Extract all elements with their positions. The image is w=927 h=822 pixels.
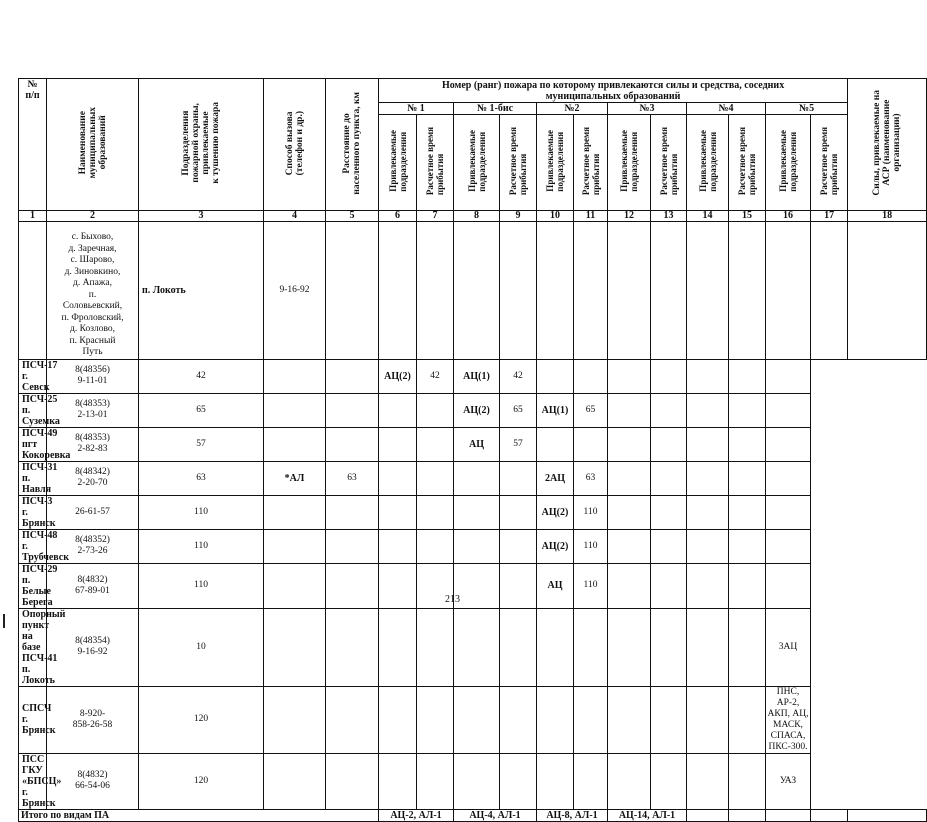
row-number-cell [19,222,47,360]
time-cell-17 [729,427,766,461]
units-cell-16 [687,427,729,461]
sub-units: Привлекаемые подразделения [379,115,417,211]
time-cell-9 [417,393,454,427]
time-cell-15 [651,427,687,461]
time-cell-9 [417,427,454,461]
units-cell-8 [379,393,417,427]
time-cell-11 [500,686,537,753]
units-cell-16 [687,686,729,753]
call-method: 8(48342) 2-20-70 [47,461,139,495]
time-cell-11: 57 [500,427,537,461]
time-cell-13 [574,608,608,686]
time-cell-11: 65 [500,393,537,427]
sub-time: Расчетное время прибытия [729,115,766,211]
unit-name: п. Локоть [139,222,264,360]
units-cell-14 [608,495,651,529]
time-cell-11 [500,495,537,529]
units-cell-14 [608,753,651,809]
total-label: Итого по видам ПА [19,809,379,821]
total-rank-1: АЦ-2, АЛ-1 [379,809,454,821]
time-cell-11 [500,753,537,809]
table-row [19,529,927,563]
sub-time: Расчетное время прибытия [651,115,687,211]
asr-forces-cell [766,461,811,495]
units-cell-16 [687,461,729,495]
units-cell-6: *АЛ [264,461,326,495]
sub-units: Привлекаемые подразделения [608,115,651,211]
call-method: 8(48356) 9-11-01 [47,359,139,393]
units-cell-8 [379,753,417,809]
header-call-method: Способ вызова (телефон и др.) [264,79,326,211]
rank-4: №4 [687,103,766,115]
distance: 120 [139,753,264,809]
distance: 110 [139,563,264,608]
units-cell-12: 2АЦ [537,461,574,495]
units-cell-8 [379,529,417,563]
units-cell-12: АЦ(2) [537,495,574,529]
time-cell-13 [574,686,608,753]
table-row [19,222,927,360]
distance: 10 [139,608,264,686]
units-cell-14 [608,686,651,753]
col-num: 7 [417,211,454,222]
time-cell-11: 42 [500,359,537,393]
units-cell-10 [454,529,500,563]
page-number: 213 [445,594,460,605]
asr-forces-cell [766,495,811,529]
time-cell-9: 42 [417,359,454,393]
rank-1-bis: № 1-бис [454,103,537,115]
time-cell-7 [326,427,379,461]
units-cell-6 [264,686,326,753]
time-cell-7: 63 [326,461,379,495]
col-num: 13 [651,211,687,222]
sub-time: Расчетное время прибытия [811,115,848,211]
asr-forces-cell: 3АЦ [766,608,811,686]
time-cell-7 [326,753,379,809]
time-cell-13 [574,427,608,461]
units-cell-6 [264,359,326,393]
units-cell-10: АЦ [454,427,500,461]
units-cell-6 [264,608,326,686]
table-row [19,686,927,753]
time-cell-17 [729,608,766,686]
units-cell-16 [687,495,729,529]
call-method: 8(48353) 2-13-01 [47,393,139,427]
table-row [19,608,927,686]
scan-edge-mark [3,614,5,628]
total-rank-1-bis: АЦ-4, АЛ-1 [454,809,537,821]
units-cell-10: АЦ(2) [454,393,500,427]
time-cell-13: 110 [574,495,608,529]
units-cell-12 [537,686,574,753]
units-cell-12 [537,359,574,393]
rank-2: №2 [537,103,608,115]
time-cell-9 [417,608,454,686]
time-cell-15 [651,359,687,393]
sub-units: Привлекаемые подразделения [537,115,574,211]
time-cell-17 [729,686,766,753]
call-method: 8(4832) 67-89-01 [47,563,139,608]
asr-forces-cell: УАЗ [766,753,811,809]
col-num: 15 [729,211,766,222]
time-cell-13: 63 [574,461,608,495]
time-cell-15 [651,753,687,809]
units-cell-6 [264,529,326,563]
table-row [19,753,927,809]
time-cell-7 [326,495,379,529]
time-cell-15 [651,608,687,686]
total-rank-2: АЦ-8, АЛ-1 [537,809,608,821]
distance: 110 [139,495,264,529]
table-row [19,461,927,495]
units-cell-16 [687,359,729,393]
header-number: № п/п [19,79,47,211]
sub-time: Расчетное время прибытия [574,115,608,211]
column-number-row [19,211,927,222]
distance: 120 [139,686,264,753]
asr-forces-cell [766,529,811,563]
time-cell-11 [500,461,537,495]
asr-forces-cell [766,393,811,427]
header-municipalities: Наименование муниципальных образований [47,79,139,211]
time-cell-9 [417,686,454,753]
units-cell-10 [454,608,500,686]
units-cell-12 [537,753,574,809]
time-cell-9 [417,461,454,495]
time-cell-17 [729,359,766,393]
time-cell-15 [651,393,687,427]
unit-name: ПСЧ-25 п. Суземка [19,393,47,427]
time-cell-7 [326,359,379,393]
time-cell-9 [417,529,454,563]
call-method: 9-16-92 [264,222,326,360]
units-cell-14 [608,529,651,563]
units-cell-14 [608,393,651,427]
col-num: 11 [574,211,608,222]
units-cell-10 [454,461,500,495]
units-cell-14 [608,608,651,686]
time-cell-7 [326,686,379,753]
distance: 65 [139,393,264,427]
total-rank-3: АЦ-14, АЛ-1 [608,809,687,821]
time-cell-17 [729,529,766,563]
units-cell-6 [264,753,326,809]
unit-name: ПСЧ-3 г. Брянск [19,495,47,529]
time-cell-17 [729,461,766,495]
units-cell-16 [687,529,729,563]
units-cell-12: АЦ(2) [537,529,574,563]
col-num: 3 [139,211,264,222]
time-cell-7 [326,608,379,686]
col-num: 10 [537,211,574,222]
time-cell-17 [729,495,766,529]
unit-name: ПСЧ-31 п. Навля [19,461,47,495]
rank-1: № 1 [379,103,454,115]
unit-name: Опорный пункт на базе ПСЧ-41 п. Локоть [19,608,47,686]
call-method: 8(48353) 2-82-83 [47,427,139,461]
unit-name: ПСЧ-29 п. Белые Берега [19,563,47,608]
time-cell-15 [651,495,687,529]
rank-3: №3 [608,103,687,115]
units-cell-10 [454,686,500,753]
units-cell-6 [264,495,326,529]
distance: 63 [139,461,264,495]
sub-units: Привлекаемые подразделения [454,115,500,211]
table-row [19,495,927,529]
col-num: 16 [766,211,811,222]
total-row [19,809,927,821]
units-cell-12 [537,427,574,461]
table-row [19,427,927,461]
distance: 42 [139,359,264,393]
col-num: 9 [500,211,537,222]
time-cell-11 [500,608,537,686]
units-cell-8 [379,686,417,753]
col-num: 18 [848,211,927,222]
units-cell-8 [379,608,417,686]
time-cell-17 [729,753,766,809]
units-cell-8 [379,461,417,495]
col-num: 6 [379,211,417,222]
units-cell-12: АЦ(1) [537,393,574,427]
unit-name: СПСЧ г. Брянск [19,686,47,753]
distance: 57 [139,427,264,461]
unit-name: ПСС ГКУ «БПСЦ» г. Брянск [19,753,47,809]
sub-units: Привлекаемые подразделения [766,115,811,211]
unit-name: ПСЧ-49 пгт Кокоревка [19,427,47,461]
unit-name: ПСЧ-17 г. Севск [19,359,47,393]
call-method: 8(48354) 9-16-92 [47,608,139,686]
time-cell-9 [417,495,454,529]
time-cell-15 [651,461,687,495]
units-cell-14 [608,461,651,495]
col-num: 14 [687,211,729,222]
sub-time: Расчетное время прибытия [500,115,537,211]
time-cell-11 [500,529,537,563]
time-cell-7 [326,393,379,427]
asr-forces-cell [766,359,811,393]
time-cell-13 [574,359,608,393]
call-method: 8(48352) 2-73-26 [47,529,139,563]
time-cell-13: 65 [574,393,608,427]
col-num: 4 [264,211,326,222]
call-method: 26-61-57 [47,495,139,529]
call-method: 8-920- 858-26-58 [47,686,139,753]
table-row [19,359,927,393]
time-cell-13: 110 [574,563,608,608]
col-num: 8 [454,211,500,222]
time-cell-7 [326,529,379,563]
units-cell-8 [379,495,417,529]
col-num: 17 [811,211,848,222]
units-cell-16 [687,608,729,686]
header-fire-units: Подразделения пожарной охраны, привлекаемые к тушению пожара [139,79,264,211]
unit-name: ПСЧ-48 г. Трубчевск [19,529,47,563]
units-cell-6 [264,393,326,427]
distance: 110 [139,529,264,563]
units-cell-16 [687,753,729,809]
units-cell-12 [537,608,574,686]
col-num: 5 [326,211,379,222]
units-cell-10: АЦ(1) [454,359,500,393]
time-cell-13 [574,753,608,809]
time-cell-9 [417,753,454,809]
units-cell-12: АЦ [537,563,574,608]
sub-time: Расчетное время прибытия [417,115,454,211]
table-row [19,393,927,427]
units-cell-10 [454,753,500,809]
units-cell-14 [608,359,651,393]
time-cell-17 [729,393,766,427]
units-cell-14 [608,427,651,461]
col-num: 2 [47,211,139,222]
header-fire-rank-group: Номер (ранг) пожара по которому привлекаются силы и средства, соседних муниципальных образований [379,79,848,103]
time-cell-15 [651,529,687,563]
header-distance: Расстояние до населенного пункта, км [326,79,379,211]
units-cell-8 [379,427,417,461]
col-num: 1 [19,211,47,222]
units-cell-10 [454,495,500,529]
sub-units: Привлекаемые подразделения [687,115,729,211]
time-cell-13: 110 [574,529,608,563]
fire-resources-table [18,78,927,822]
units-cell-6 [264,427,326,461]
units-cell-8: АЦ(2) [379,359,417,393]
asr-forces-cell [766,427,811,461]
header-asr-forces: Силы, привлекаемые на АСР (наименование организации) [848,79,927,211]
municipal-areas: с. Быхово, д. Заречная, с. Шарово, д. Зиновкино, д. Апажа, п. Соловьевский, п. Фроловский, д. Козлово, п. Красный Путь [47,222,139,360]
units-cell-16 [687,393,729,427]
rank-5: №5 [766,103,848,115]
asr-forces-cell: ПНС, АР-2, АКП, АЦ, МАСК, СПАСА, ПКС-300. [766,686,811,753]
time-cell-15 [651,686,687,753]
call-method: 8(4832) 66-54-06 [47,753,139,809]
col-num: 12 [608,211,651,222]
